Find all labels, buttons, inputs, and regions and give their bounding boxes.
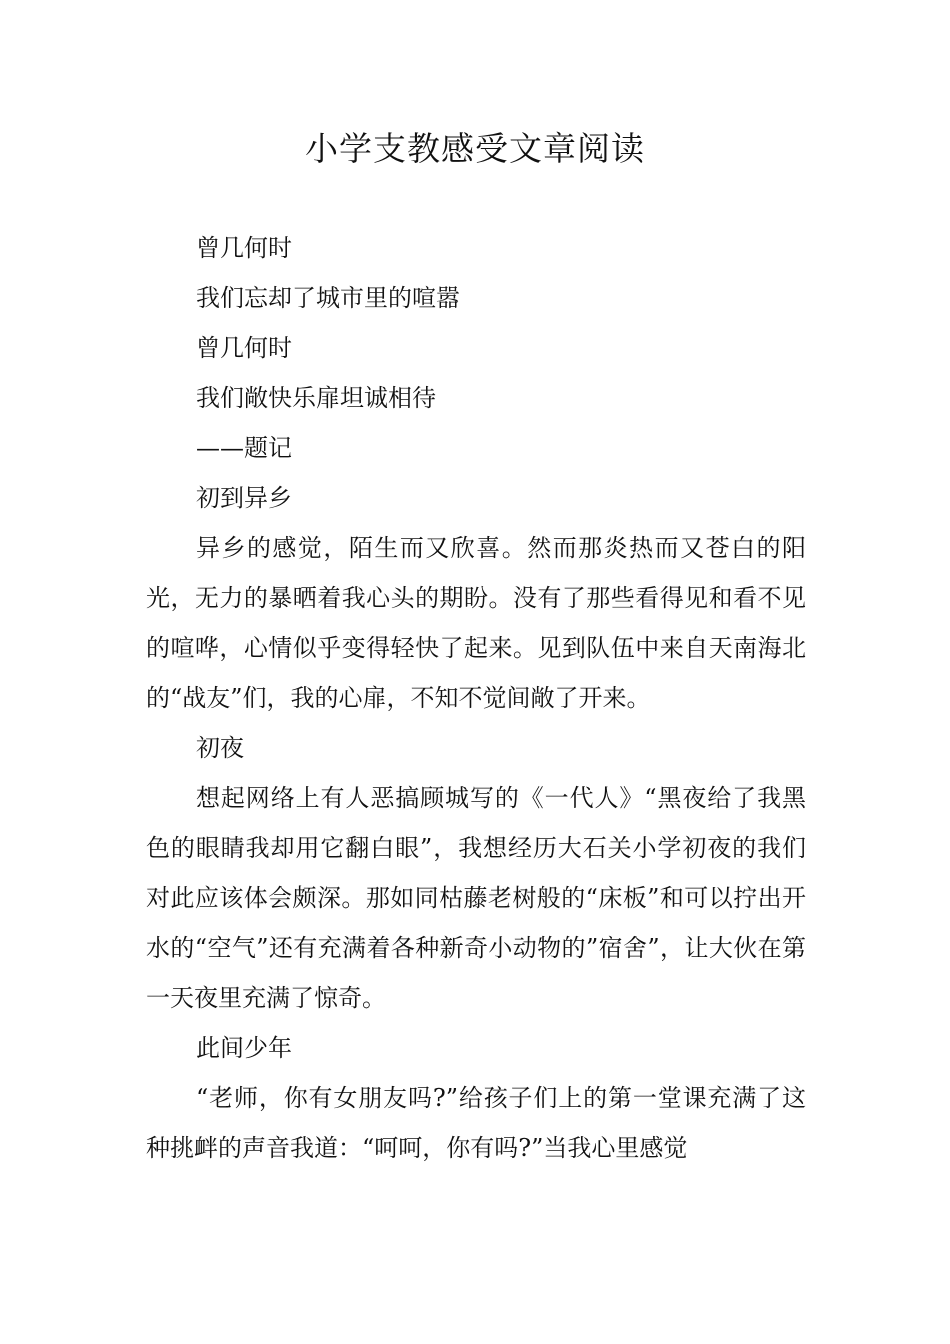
paragraph-verse-1: 曾几何时 <box>196 234 292 262</box>
section-heading-arrival: 初到异乡 <box>196 484 292 512</box>
paragraph-verse-4: 我们敞快乐扉坦诚相待 <box>196 384 436 412</box>
section-heading-youth: 此间少年 <box>196 1034 292 1062</box>
document-title: 小学支教感受文章阅读 <box>305 129 645 168</box>
paragraph-epigraph-note: ——题记 <box>196 434 292 462</box>
paragraph-verse-3: 曾几何时 <box>196 334 292 362</box>
paragraph-youth: “老师，你有女朋友吗?”给孩子们上的第一堂课充满了这种挑衅的声音我道：“呵呵，你有吗?”当我心里感觉 <box>146 1084 806 1162</box>
document-body <box>146 223 806 1173</box>
paragraph-verse-2: 我们忘却了城市里的喧嚣 <box>196 284 460 312</box>
section-heading-first-night: 初夜 <box>196 734 244 762</box>
paragraph-arrival: 异乡的感觉，陌生而又欣喜。然而那炎热而又苍白的阳光，无力的暴晒着我心头的期盼。没有了那些看得见和看不见的喧哗，心情似乎变得轻快了起来。见到队伍中来自天南海北的“战友”们，我的心扉，不知不觉间敞了开来。 <box>146 534 806 712</box>
paragraph-first-night: 想起网络上有人恶搞顾城写的《一代人》“黑夜给了我黑色的眼睛我却用它翻白眼”，我想经历大石关小学初夜的我们对此应该体会颇深。那如同枯藤老树般的“床板”和可以拧出开水的“空气”还有充满着各种新奇小动物的”宿舍”，让大伙在第一天夜里充满了惊奇。 <box>146 784 806 1012</box>
